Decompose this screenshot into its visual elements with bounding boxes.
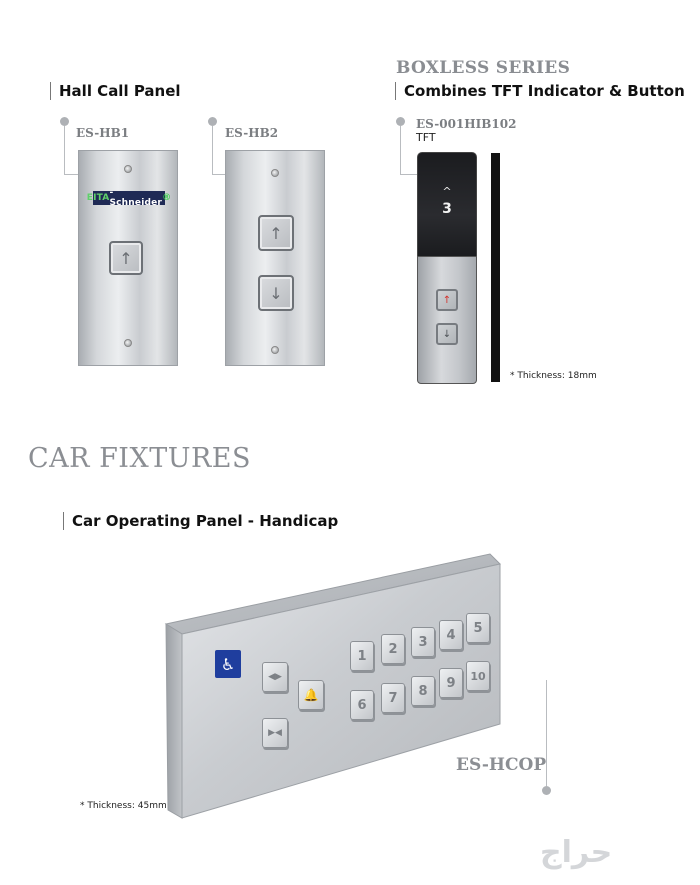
callout-leader bbox=[212, 174, 226, 175]
cop-thickness-note: * Thickness: 45mm bbox=[80, 801, 167, 811]
callout-dot bbox=[60, 117, 69, 126]
direction-arrow-icon: ^ bbox=[442, 185, 452, 198]
floor-button-10[interactable]: 10 bbox=[466, 661, 490, 691]
callout-leader bbox=[212, 126, 213, 174]
callout-leader bbox=[400, 126, 401, 174]
floor-button-6[interactable]: 6 bbox=[350, 690, 374, 720]
hall-call-heading: Hall Call Panel bbox=[50, 82, 181, 100]
car-fixtures-title: CAR FIXTURES bbox=[28, 443, 251, 474]
callout-leader bbox=[546, 680, 547, 786]
model-label-es-hcop: ES-HCOP bbox=[456, 755, 547, 775]
boxless-series-title: BOXLESS SERIES bbox=[396, 58, 571, 78]
floor-button-7[interactable]: 7 bbox=[381, 683, 405, 713]
up-arrow-icon: ↑ bbox=[442, 294, 452, 306]
tft-up-button[interactable] bbox=[436, 289, 458, 311]
tft-down-button[interactable] bbox=[436, 323, 458, 345]
door-open-button[interactable] bbox=[262, 662, 288, 692]
floor-button-3[interactable]: 3 bbox=[411, 627, 435, 657]
screw bbox=[271, 169, 279, 177]
floor-number-display: 3 bbox=[442, 201, 452, 217]
model-sublabel-tft: TFT bbox=[416, 131, 436, 144]
alarm-button[interactable] bbox=[298, 680, 324, 710]
down-arrow-icon: ↓ bbox=[269, 283, 283, 303]
screw bbox=[271, 346, 279, 354]
watermark-text: حراج bbox=[540, 835, 613, 870]
callout-leader bbox=[64, 126, 65, 174]
floor-button-9[interactable]: 9 bbox=[439, 668, 463, 698]
floor-button-4[interactable]: 4 bbox=[439, 620, 463, 650]
tft-indicator-screen bbox=[417, 152, 477, 258]
floor-button-8[interactable]: 8 bbox=[411, 676, 435, 706]
model-label-es-hb1: ES-HB1 bbox=[76, 126, 130, 140]
hall-panel-es-hb2 bbox=[225, 150, 325, 366]
tft-thickness-note: * Thickness: 18mm bbox=[510, 371, 597, 381]
door-open-icon: ◀▶ bbox=[268, 672, 282, 682]
model-label-es-hb2: ES-HB2 bbox=[225, 126, 279, 140]
cop-heading: Car Operating Panel - Handicap bbox=[63, 512, 338, 530]
down-arrow-icon: ↓ bbox=[442, 328, 452, 340]
hall-call-up-button[interactable] bbox=[109, 241, 143, 275]
alarm-bell-icon: 🔔 bbox=[303, 688, 319, 702]
screw bbox=[124, 339, 132, 347]
boxless-heading: Combines TFT Indicator & Button bbox=[395, 82, 685, 100]
up-arrow-icon: ↑ bbox=[119, 248, 133, 268]
floor-button-1[interactable]: 1 bbox=[350, 641, 374, 671]
hall-panel-es-hb1 bbox=[78, 150, 178, 366]
callout-leader bbox=[400, 174, 417, 175]
tft-button-body bbox=[417, 256, 477, 384]
floor-button-5[interactable]: 5 bbox=[466, 613, 490, 643]
up-arrow-icon: ↑ bbox=[269, 223, 283, 243]
callout-dot bbox=[396, 117, 405, 126]
callout-dot bbox=[542, 786, 551, 795]
door-close-button[interactable] bbox=[262, 718, 288, 748]
screw bbox=[124, 165, 132, 173]
floor-button-2[interactable]: 2 bbox=[381, 634, 405, 664]
hall-call-down-button[interactable] bbox=[258, 275, 294, 311]
hall-call-up-button[interactable] bbox=[258, 215, 294, 251]
callout-leader bbox=[64, 174, 78, 175]
door-close-icon: ▶◀ bbox=[268, 728, 282, 738]
tft-side-profile bbox=[491, 153, 500, 382]
model-label-es-001hib102: ES-001HIB102 bbox=[416, 117, 517, 131]
callout-dot bbox=[208, 117, 217, 126]
wheelchair-icon: ♿ bbox=[215, 650, 241, 678]
brand-logo: EITA -Schneider ® bbox=[86, 188, 172, 208]
